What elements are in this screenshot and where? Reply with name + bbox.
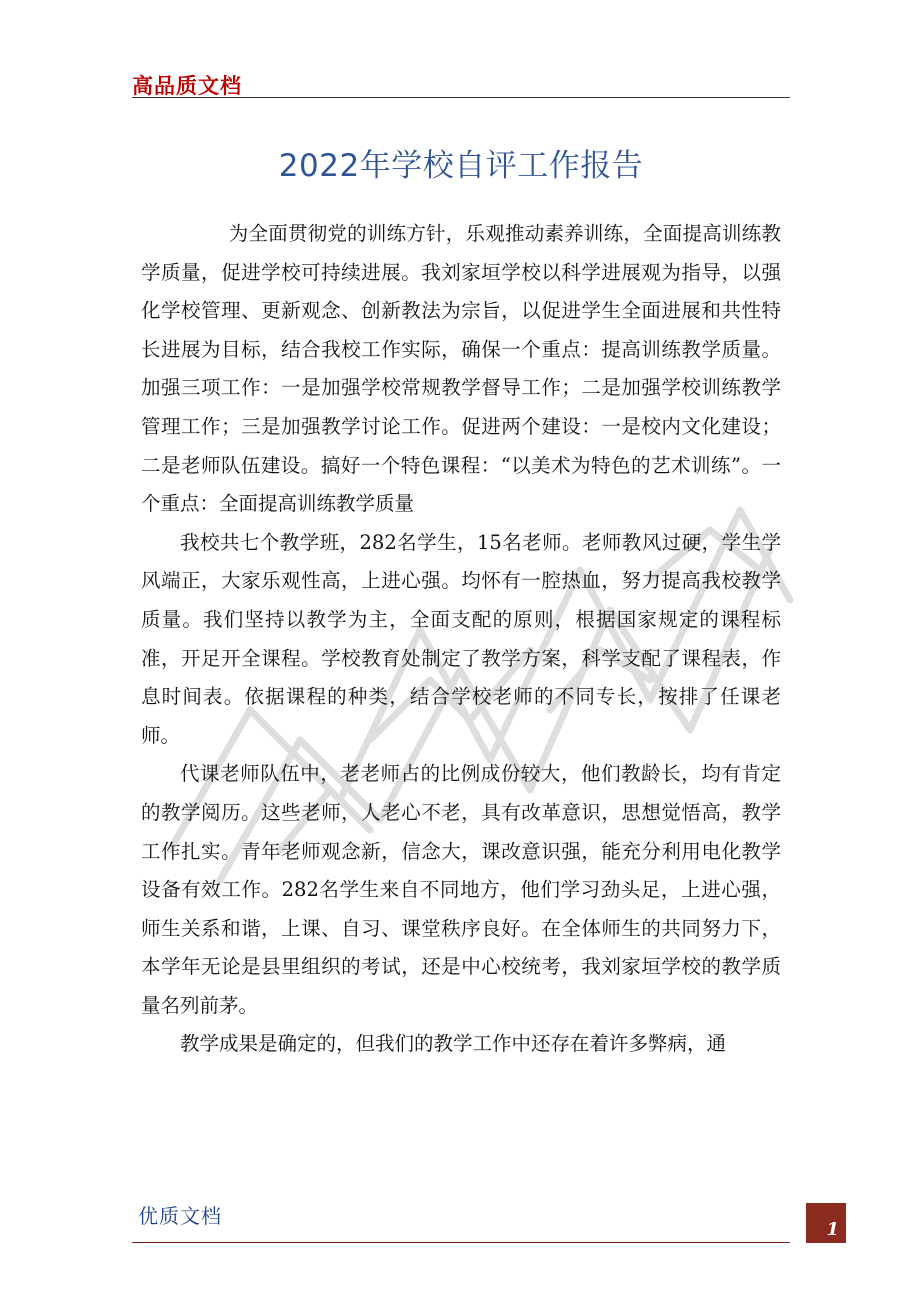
page-number-badge <box>806 1203 846 1243</box>
footer-label: 优质文档 <box>138 1204 222 1228</box>
page-number: 1 <box>826 1219 839 1240</box>
paragraph: 我校共七个教学班，282名学生，15名老师。老师教风过硬，学生学风端正，大家乐观性高，上进心强。均怀有一腔热血，努力提高我校教学质量。我们坚持以教学为主，全面支配的原则，根据国家规定的课程标准，开足开全课程。学校教育处制定了教学方案，科学支配了课程表，作息时间表。依据课程的种类，结合学校老师的不同专长，按排了任课老师。 <box>141 530 781 747</box>
paragraph: 代课老师队伍中，老老师占的比例成份较大，他们教龄长，均有肯定的教学阅历。这些老师，人老心不老，具有改革意识，思想觉悟高，教学工作扎实。青年老师观念新，信念大，课改意识强，能充分利用电化教学设备有效工作。282名学生来自不同地方，他们学习劲头足，上进心强，师生关系和谐，上课、自习、课堂秩序良好。在全体师生的共同努力下，本学年无论是县里组织的考试，还是中心校统考，我刘家垣学校的教学质量名列前茅。 <box>141 762 781 1017</box>
header-divider <box>132 97 790 98</box>
header-label: 高品质文档 <box>132 74 242 98</box>
document-body <box>141 215 781 1064</box>
footer-divider <box>132 1242 790 1243</box>
paragraph: 教学成果是确定的，但我们的教学工作中还存在着许多弊病，通 <box>180 1032 727 1056</box>
document-title: 2022年学校自评工作报告 <box>278 148 644 184</box>
paragraph: 为全面贯彻党的训练方针，乐观推动素养训练，全面提高训练教学质量，促进学校可持续进展。我刘家垣学校以科学进展观为指导，以强化学校管理、更新观念、创新教法为宗旨，以促进学生全面进展和共性特长进展为目标，结合我校工作实际，确保一个重点：提高训练教学质量。加强三项工作：一是加强学校常规教学督导工作；二是加强学校训练教学管理工作；三是加强教学讨论工作。促进两个建设：一是校内文化建设；二是老师队伍建设。搞好一个特色课程：“以美术为特色的艺术训练”。一个重点：全面提高训练教学质量 <box>141 222 781 516</box>
